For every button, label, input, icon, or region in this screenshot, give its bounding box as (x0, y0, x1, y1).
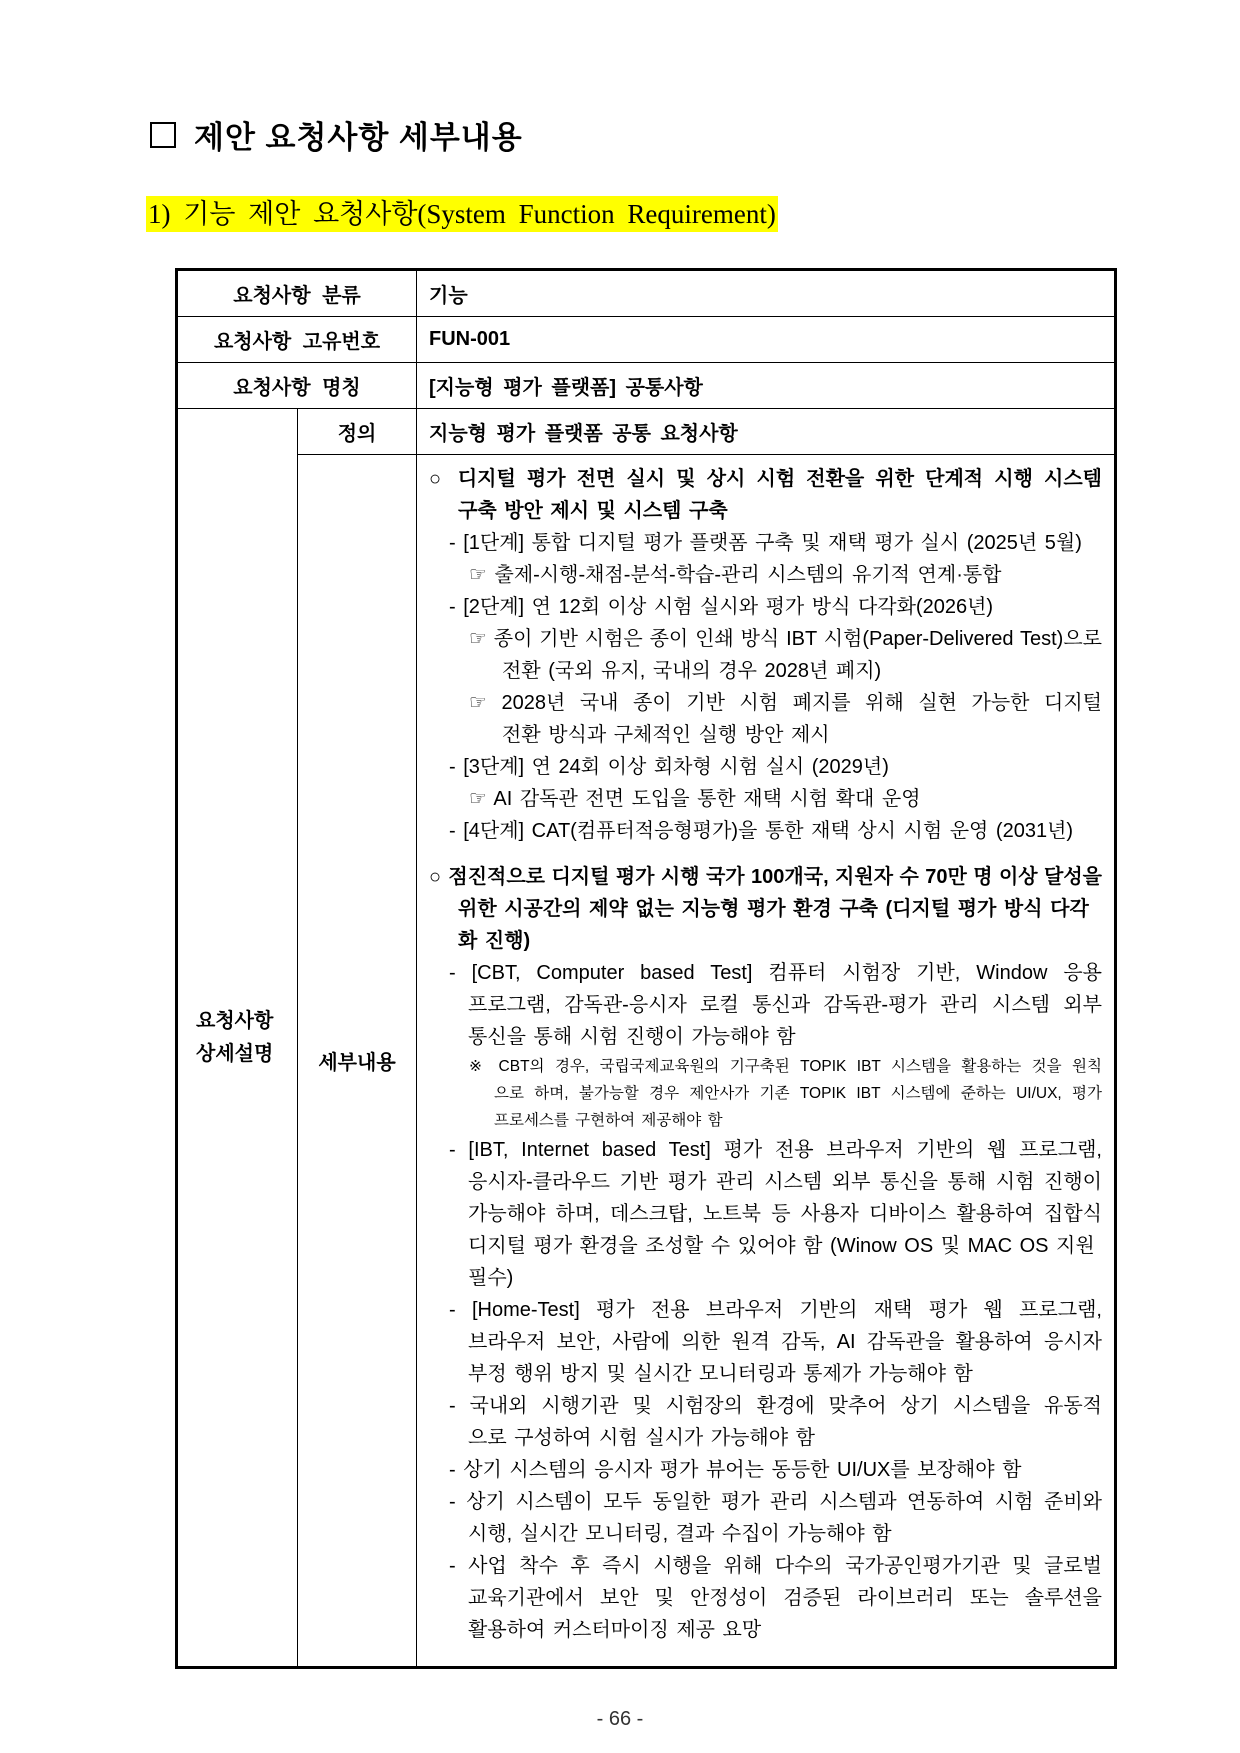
text-line: ☞ 출제-시행-채점-분석-학습-관리 시스템의 유기적 연계·통합 (469, 564, 1002, 586)
pointing-hand-item (429, 783, 1102, 815)
table-row (177, 270, 1116, 317)
text-line: 부정 행위 방지 및 실시간 모니터링과 통제가 가능해야 함 (468, 1363, 973, 1385)
page-body (175, 268, 1117, 1733)
page-title-text: 제안 요청사항 세부내용 (194, 120, 523, 155)
text-line: ☞ AI 감독관 전면 도입을 통한 재택 시험 확대 운영 (469, 788, 921, 810)
pointing-hand-item (429, 687, 1102, 751)
row-value: [지능형 평가 플랫폼] 공통사항 (417, 363, 1116, 409)
text-line: 응시자-클라우드 기반 평가 관리 시스템 외부 통신을 통해 시험 진행이 (468, 1171, 1102, 1193)
detail-label-line: 요청사항 (196, 1009, 274, 1032)
text-line: - [1단계] 통합 디지털 평가 플랫폼 구축 및 재택 평가 실시 (2025년 5월) (449, 532, 1082, 554)
text-line: 전환 (국외 유지, 국내의 경우 2028년 폐지) (502, 660, 882, 682)
detail-content (417, 455, 1116, 1668)
table-row (177, 409, 1116, 455)
dash-item (429, 1486, 1102, 1550)
dash-item (429, 1454, 1102, 1486)
subdetail-label: 세부내용 (298, 455, 417, 1668)
table-row (177, 317, 1116, 363)
text-line: 위한 시공간의 제약 없는 지능형 평가 환경 구축 (디지털 평가 방식 다각화 진행) (458, 898, 1089, 952)
row-value: FUN-001 (417, 317, 1116, 363)
dash-item (429, 751, 1102, 783)
page-number: - 66 - (596, 1708, 644, 1730)
text-line: - 상기 시스템의 응시자 평가 뷰어는 동등한 UI/UX를 보장해야 함 (449, 1459, 1022, 1481)
note-item (429, 1053, 1102, 1134)
table-row (177, 363, 1116, 409)
text-line: ○ 점진적으로 디지털 평가 시행 국가 100개국, 지원자 수 70만 명 이상 달성을 (429, 866, 1102, 888)
text-line: ☞ 종이 기반 시험은 종이 인쇄 방식 IBT 시험(Paper-Delivered Test)으로 (469, 628, 1102, 650)
empty-square-icon (150, 122, 176, 148)
row-label: 요청사항 명칭 (177, 363, 417, 409)
dash-item (429, 1134, 1102, 1294)
text-line: - [Home-Test] 평가 전용 브라우저 기반의 재택 평가 웹 프로그램, (449, 1299, 1102, 1321)
text-line: - 상기 시스템이 모두 동일한 평가 관리 시스템과 연동하여 시험 준비와 (449, 1491, 1102, 1513)
row-value: 기능 (417, 270, 1116, 317)
text-line: ○ 디지털 평가 전면 실시 및 상시 시험 전환을 위한 단계적 시행 시스템 (429, 468, 1102, 490)
table-row (177, 455, 1116, 1668)
detail-group (429, 861, 1102, 1646)
text-line: 구축 방안 제시 및 시스템 구축 (458, 500, 728, 522)
text-line: 프로그램, 감독관-응시자 로컬 통신과 감독관-평가 관리 시스템 외부 (468, 994, 1102, 1016)
text-line: ☞ 2028년 국내 종이 기반 시험 폐지를 위해 실현 가능한 디지털 (469, 692, 1102, 714)
text-line: 교육기관에서 보안 및 안정성이 검증된 라이브러리 또는 솔루션을 (468, 1587, 1102, 1609)
dash-item (429, 1294, 1102, 1390)
dash-item (429, 815, 1102, 847)
pointing-hand-item (429, 623, 1102, 687)
page-title (150, 112, 523, 157)
text-line: 활용하여 커스터마이징 제공 요망 (468, 1619, 762, 1641)
text-line: ※ CBT의 경우, 국립국제교육원의 기구축된 TOPIK IBT 시스템을 활용하는 것을 원칙 (469, 1058, 1102, 1075)
definition-label: 정의 (298, 409, 417, 455)
pointing-hand-item (429, 559, 1102, 591)
text-line: - [IBT, Internet based Test] 평가 전용 브라우저 기반의 웹 프로그램, (449, 1139, 1102, 1161)
row-label: 요청사항 분류 (177, 270, 417, 317)
text-line: - [3단계] 연 24회 이상 회차형 시험 실시 (2029년) (449, 756, 889, 778)
text-line: - 사업 착수 후 즉시 시행을 위해 다수의 국가공인평가기관 및 글로벌 (449, 1555, 1102, 1577)
text-line: 시행, 실시간 모니터링, 결과 수집이 가능해야 함 (468, 1523, 892, 1545)
detail-group (429, 463, 1102, 847)
text-line: 프로세스를 구현하여 제공해야 함 (494, 1112, 723, 1129)
dash-item (429, 1390, 1102, 1454)
definition-value: 지능형 평가 플랫폼 공통 요청사항 (417, 409, 1116, 455)
circle-bullet-item (429, 861, 1102, 957)
detail-label (177, 409, 298, 1668)
row-label: 요청사항 고유번호 (177, 317, 417, 363)
text-line: 디지털 평가 환경을 조성할 수 있어야 함 (Winow OS 및 MAC OS 지원 필수) (468, 1235, 1095, 1289)
text-line: - [4단계] CAT(컴퓨터적응형평가)을 통한 재택 상시 시험 운영 (2031년) (449, 820, 1074, 842)
text-line: 가능해야 하며, 데스크탑, 노트북 등 사용자 디바이스 활용하여 집합식 (468, 1203, 1102, 1225)
text-line: 통신을 통해 시험 진행이 가능해야 함 (468, 1026, 796, 1048)
dash-item (429, 591, 1102, 623)
text-line: 으로 하며, 불가능할 경우 제안사가 기존 TOPIK IBT 시스템에 준하는 UI/UX, 평가 (494, 1085, 1102, 1102)
dash-item (429, 1550, 1102, 1646)
requirement-table (175, 268, 1117, 1669)
text-line: 전환 방식과 구체적인 실행 방안 제시 (502, 724, 830, 746)
section-heading: 1) 기능 제안 요청사항(System Function Requirement) (146, 196, 778, 232)
dash-item (429, 527, 1102, 559)
circle-bullet-item (429, 463, 1102, 527)
text-line: 브라우저 보안, 사람에 의한 원격 감독, AI 감독관을 활용하여 응시자 (468, 1331, 1102, 1353)
text-line: - [2단계] 연 12회 이상 시험 실시와 평가 방식 다각화(2026년) (449, 596, 994, 618)
text-line: - 국내외 시행기관 및 시험장의 환경에 맞추어 상기 시스템을 유동적 (449, 1395, 1102, 1417)
detail-label-line: 상세설명 (196, 1042, 274, 1065)
text-line: - [CBT, Computer based Test] 컴퓨터 시험장 기반, Window 응용 (449, 962, 1102, 984)
text-line: 으로 구성하여 시험 실시가 가능해야 함 (468, 1427, 815, 1449)
dash-item (429, 957, 1102, 1053)
